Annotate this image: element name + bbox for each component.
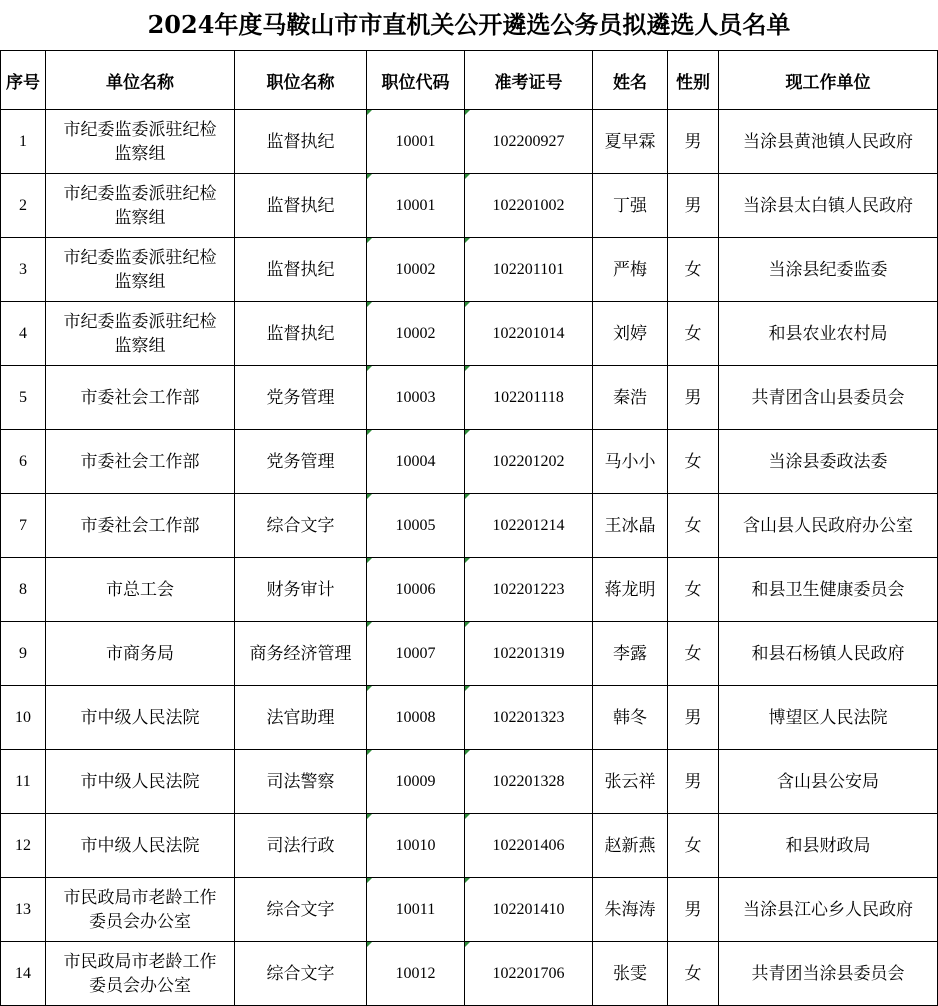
cell-code: 10006 — [367, 558, 465, 622]
table-row — [1, 814, 938, 878]
cell-workplace: 共青团含山县委员会 — [719, 366, 938, 430]
cell-name: 李露 — [593, 622, 668, 686]
cell-unit — [46, 558, 235, 622]
cell-gender: 女 — [668, 942, 719, 1006]
candidate-table — [0, 50, 938, 1006]
cell-unit — [46, 878, 235, 942]
cell-exam-id: 102201706 — [465, 942, 593, 1006]
cell-workplace: 博望区人民法院 — [719, 686, 938, 750]
header-cell-workplace: 现工作单位 — [719, 51, 938, 110]
cell-name: 张云祥 — [593, 750, 668, 814]
cell-name: 严梅 — [593, 238, 668, 302]
cell-code: 10005 — [367, 494, 465, 558]
table-row — [1, 878, 938, 942]
header-cell-exam-id: 准考证号 — [465, 51, 593, 110]
unit-line: 市委社会工作部 — [80, 387, 200, 408]
cell-unit — [46, 174, 235, 238]
unit-line: 市民政局市老龄工作 — [63, 887, 217, 908]
cell-code: 10002 — [367, 302, 465, 366]
cell-position: 法官助理 — [235, 686, 367, 750]
cell-unit — [46, 366, 235, 430]
cell-position: 监督执纪 — [235, 302, 367, 366]
cell-workplace: 和县农业农村局 — [719, 302, 938, 366]
table-row — [1, 750, 938, 814]
unit-line: 监察组 — [114, 207, 166, 228]
cell-seq: 14 — [1, 942, 46, 1006]
cell-exam-id: 102201002 — [465, 174, 593, 238]
cell-workplace: 和县财政局 — [719, 814, 938, 878]
header-cell-unit: 单位名称 — [46, 51, 235, 110]
cell-seq: 11 — [1, 750, 46, 814]
page-title: 2024年度马鞍山市市直机关公开遴选公务员拟遴选人员名单 — [147, 10, 791, 39]
cell-exam-id: 102201328 — [465, 750, 593, 814]
cell-unit — [46, 302, 235, 366]
cell-name: 韩冬 — [593, 686, 668, 750]
cell-workplace: 含山县公安局 — [719, 750, 938, 814]
cell-gender: 男 — [668, 110, 719, 174]
cell-workplace: 和县卫生健康委员会 — [719, 558, 938, 622]
cell-position: 监督执纪 — [235, 110, 367, 174]
cell-exam-id: 102201214 — [465, 494, 593, 558]
cell-unit — [46, 430, 235, 494]
cell-exam-id: 102201406 — [465, 814, 593, 878]
cell-gender: 男 — [668, 366, 719, 430]
cell-name: 王冰晶 — [593, 494, 668, 558]
cell-workplace: 共青团当涂县委员会 — [719, 942, 938, 1006]
table-row — [1, 686, 938, 750]
cell-name: 赵新燕 — [593, 814, 668, 878]
cell-unit — [46, 622, 235, 686]
cell-code: 10012 — [367, 942, 465, 1006]
cell-code: 10009 — [367, 750, 465, 814]
table-row — [1, 622, 938, 686]
unit-line: 市中级人民法院 — [80, 771, 200, 792]
unit-line: 市委社会工作部 — [80, 451, 200, 472]
table-header-row — [1, 51, 938, 110]
cell-exam-id: 102201101 — [465, 238, 593, 302]
unit-line: 监察组 — [114, 143, 166, 164]
cell-name: 朱海涛 — [593, 878, 668, 942]
cell-gender: 男 — [668, 686, 719, 750]
cell-code: 10011 — [367, 878, 465, 942]
cell-name: 夏早霖 — [593, 110, 668, 174]
cell-name: 蒋龙明 — [593, 558, 668, 622]
unit-line: 市中级人民法院 — [80, 707, 200, 728]
cell-exam-id: 102200927 — [465, 110, 593, 174]
cell-code: 10001 — [367, 174, 465, 238]
cell-position: 监督执纪 — [235, 174, 367, 238]
cell-position: 监督执纪 — [235, 238, 367, 302]
cell-name: 马小小 — [593, 430, 668, 494]
cell-seq: 7 — [1, 494, 46, 558]
unit-line: 市中级人民法院 — [80, 835, 200, 856]
header-cell-code: 职位代码 — [367, 51, 465, 110]
cell-workplace: 当涂县委政法委 — [719, 430, 938, 494]
cell-workplace: 当涂县黄池镇人民政府 — [719, 110, 938, 174]
cell-gender: 男 — [668, 878, 719, 942]
cell-code: 10003 — [367, 366, 465, 430]
cell-gender: 女 — [668, 302, 719, 366]
unit-line: 市总工会 — [106, 579, 174, 600]
cell-seq: 9 — [1, 622, 46, 686]
cell-seq: 1 — [1, 110, 46, 174]
cell-workplace: 和县石杨镇人民政府 — [719, 622, 938, 686]
cell-code: 10010 — [367, 814, 465, 878]
cell-code: 10007 — [367, 622, 465, 686]
cell-position: 司法行政 — [235, 814, 367, 878]
cell-unit — [46, 686, 235, 750]
cell-unit — [46, 494, 235, 558]
cell-workplace: 当涂县太白镇人民政府 — [719, 174, 938, 238]
unit-line: 市委社会工作部 — [80, 515, 200, 536]
cell-gender: 女 — [668, 430, 719, 494]
cell-seq: 5 — [1, 366, 46, 430]
table-row — [1, 494, 938, 558]
header-cell-name: 姓名 — [593, 51, 668, 110]
cell-seq: 3 — [1, 238, 46, 302]
cell-exam-id: 102201014 — [465, 302, 593, 366]
cell-name: 秦浩 — [593, 366, 668, 430]
table-row — [1, 558, 938, 622]
cell-position: 综合文字 — [235, 942, 367, 1006]
cell-code: 10001 — [367, 110, 465, 174]
cell-workplace: 当涂县江心乡人民政府 — [719, 878, 938, 942]
unit-line: 监察组 — [114, 271, 166, 292]
table-row — [1, 942, 938, 1006]
cell-exam-id: 102201118 — [465, 366, 593, 430]
cell-exam-id: 102201323 — [465, 686, 593, 750]
cell-seq: 13 — [1, 878, 46, 942]
cell-gender: 女 — [668, 494, 719, 558]
header-cell-gender: 性别 — [668, 51, 719, 110]
cell-gender: 男 — [668, 174, 719, 238]
cell-code: 10008 — [367, 686, 465, 750]
cell-position: 综合文字 — [235, 878, 367, 942]
cell-seq: 6 — [1, 430, 46, 494]
cell-code: 10004 — [367, 430, 465, 494]
unit-line: 监察组 — [114, 335, 166, 356]
cell-position: 综合文字 — [235, 494, 367, 558]
cell-name: 丁强 — [593, 174, 668, 238]
cell-workplace: 当涂县纪委监委 — [719, 238, 938, 302]
cell-unit — [46, 814, 235, 878]
cell-unit — [46, 750, 235, 814]
table-body — [1, 110, 938, 1006]
unit-line: 委员会办公室 — [89, 911, 191, 932]
cell-seq: 4 — [1, 302, 46, 366]
cell-gender: 男 — [668, 750, 719, 814]
cell-position: 党务管理 — [235, 430, 367, 494]
cell-position: 司法警察 — [235, 750, 367, 814]
cell-unit — [46, 238, 235, 302]
cell-position: 财务审计 — [235, 558, 367, 622]
cell-exam-id: 102201202 — [465, 430, 593, 494]
cell-unit — [46, 942, 235, 1006]
unit-line: 市商务局 — [106, 643, 174, 664]
unit-line: 市纪委监委派驻纪检 — [63, 183, 217, 204]
cell-gender: 女 — [668, 622, 719, 686]
unit-line: 市纪委监委派驻纪检 — [63, 119, 217, 140]
unit-line: 市纪委监委派驻纪检 — [63, 311, 217, 332]
cell-seq: 12 — [1, 814, 46, 878]
table-row — [1, 238, 938, 302]
cell-name: 刘婷 — [593, 302, 668, 366]
cell-gender: 女 — [668, 238, 719, 302]
table-row — [1, 110, 938, 174]
cell-name: 张雯 — [593, 942, 668, 1006]
cell-workplace: 含山县人民政府办公室 — [719, 494, 938, 558]
cell-position: 党务管理 — [235, 366, 367, 430]
cell-position: 商务经济管理 — [235, 622, 367, 686]
cell-gender: 女 — [668, 814, 719, 878]
table-row — [1, 174, 938, 238]
cell-exam-id: 102201223 — [465, 558, 593, 622]
cell-seq: 2 — [1, 174, 46, 238]
cell-unit — [46, 110, 235, 174]
header-cell-position: 职位名称 — [235, 51, 367, 110]
unit-line: 委员会办公室 — [89, 975, 191, 996]
unit-line: 市民政局市老龄工作 — [63, 951, 217, 972]
cell-exam-id: 102201319 — [465, 622, 593, 686]
unit-line: 市纪委监委派驻纪检 — [63, 247, 217, 268]
header-cell-seq: 序号 — [1, 51, 46, 110]
table-row — [1, 366, 938, 430]
cell-seq: 8 — [1, 558, 46, 622]
cell-code: 10002 — [367, 238, 465, 302]
cell-gender: 女 — [668, 558, 719, 622]
table-row — [1, 430, 938, 494]
cell-seq: 10 — [1, 686, 46, 750]
table-row — [1, 302, 938, 366]
cell-exam-id: 102201410 — [465, 878, 593, 942]
